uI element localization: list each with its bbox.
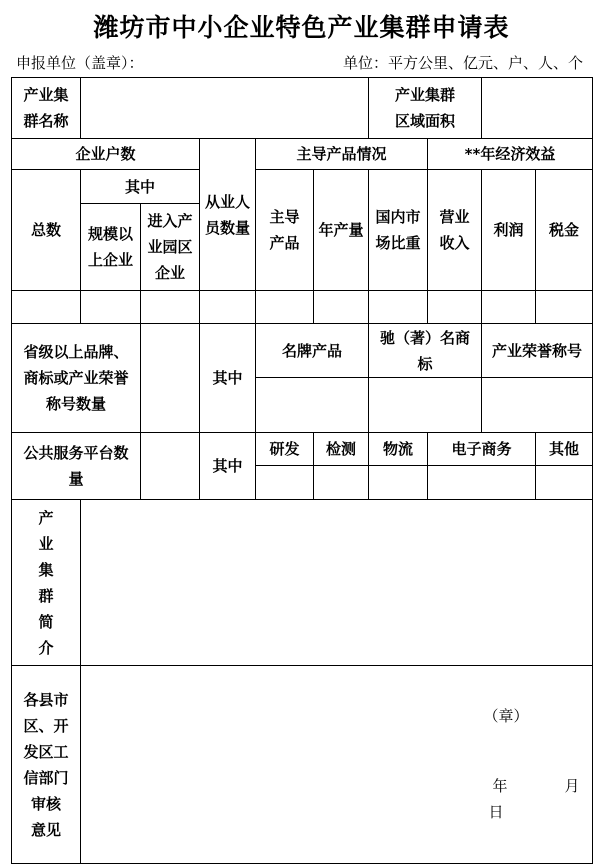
testing-header: 检测 <box>325 440 356 458</box>
other-header: 其他 <box>548 440 579 458</box>
brand-count-label: 省级以上品牌、 商标或产业荣誉 称号数量 <box>23 343 129 413</box>
seal-label: （章） <box>483 707 529 725</box>
revenue-header: 营业 收入 <box>439 208 470 252</box>
main-products-header: 主导产品情况 <box>296 145 387 163</box>
page-title: 潍坊市中小企业特色产业集群申请表 <box>93 13 510 42</box>
units-label: 单位：平方公里、亿元、户、人、个 <box>342 54 583 72</box>
tax-header: 税金 <box>548 221 579 239</box>
intro-field[interactable] <box>81 500 592 665</box>
famous-marks-header: 驰（著）名商 标 <box>379 328 470 373</box>
main-product-header: 主导 产品 <box>269 208 300 252</box>
cluster-name-label: 产业集 群名称 <box>23 86 69 130</box>
profit-header: 利润 <box>493 221 524 239</box>
year-label: 年 <box>492 777 508 795</box>
month-label: 月 <box>564 777 580 795</box>
honor-titles-header: 产业荣誉称号 <box>491 341 582 360</box>
in-park-header: 进入产 业园区 企业 <box>147 212 193 282</box>
brand-among-label: 其中 <box>212 369 243 387</box>
logistics-header: 物流 <box>382 440 413 458</box>
review-label: 各县市 区、开 发区工 信部门 审核 意见 <box>23 690 69 839</box>
enterprise-count-header: 企业户数 <box>75 145 136 163</box>
platform-among-label: 其中 <box>212 457 243 475</box>
cluster-area-field[interactable] <box>482 78 592 138</box>
annual-output-header: 年产量 <box>318 221 364 239</box>
total-header: 总数 <box>30 221 61 239</box>
employees-header: 从业人 员数量 <box>204 192 250 237</box>
domestic-share-header: 国内市 场比重 <box>375 208 421 252</box>
applicant-label: 申报单位（盖章）： <box>16 54 144 72</box>
cluster-name-field[interactable] <box>81 78 368 138</box>
among-header: 其中 <box>124 177 155 196</box>
above-scale-header: 规模以 上企业 <box>87 225 133 269</box>
intro-label: 产 业 集 群 简 介 <box>38 508 54 657</box>
day-label: 日 <box>488 803 504 821</box>
econ-benefit-header: **年经济效益 <box>464 145 556 163</box>
platform-count-label: 公共服务平台数 量 <box>23 444 129 488</box>
famous-products-header: 名牌产品 <box>281 341 342 360</box>
cluster-area-label: 产业集群 区域面积 <box>394 86 455 130</box>
review-field[interactable] <box>81 666 592 863</box>
rd-header: 研发 <box>269 440 300 458</box>
ecommerce-header: 电子商务 <box>451 440 512 458</box>
